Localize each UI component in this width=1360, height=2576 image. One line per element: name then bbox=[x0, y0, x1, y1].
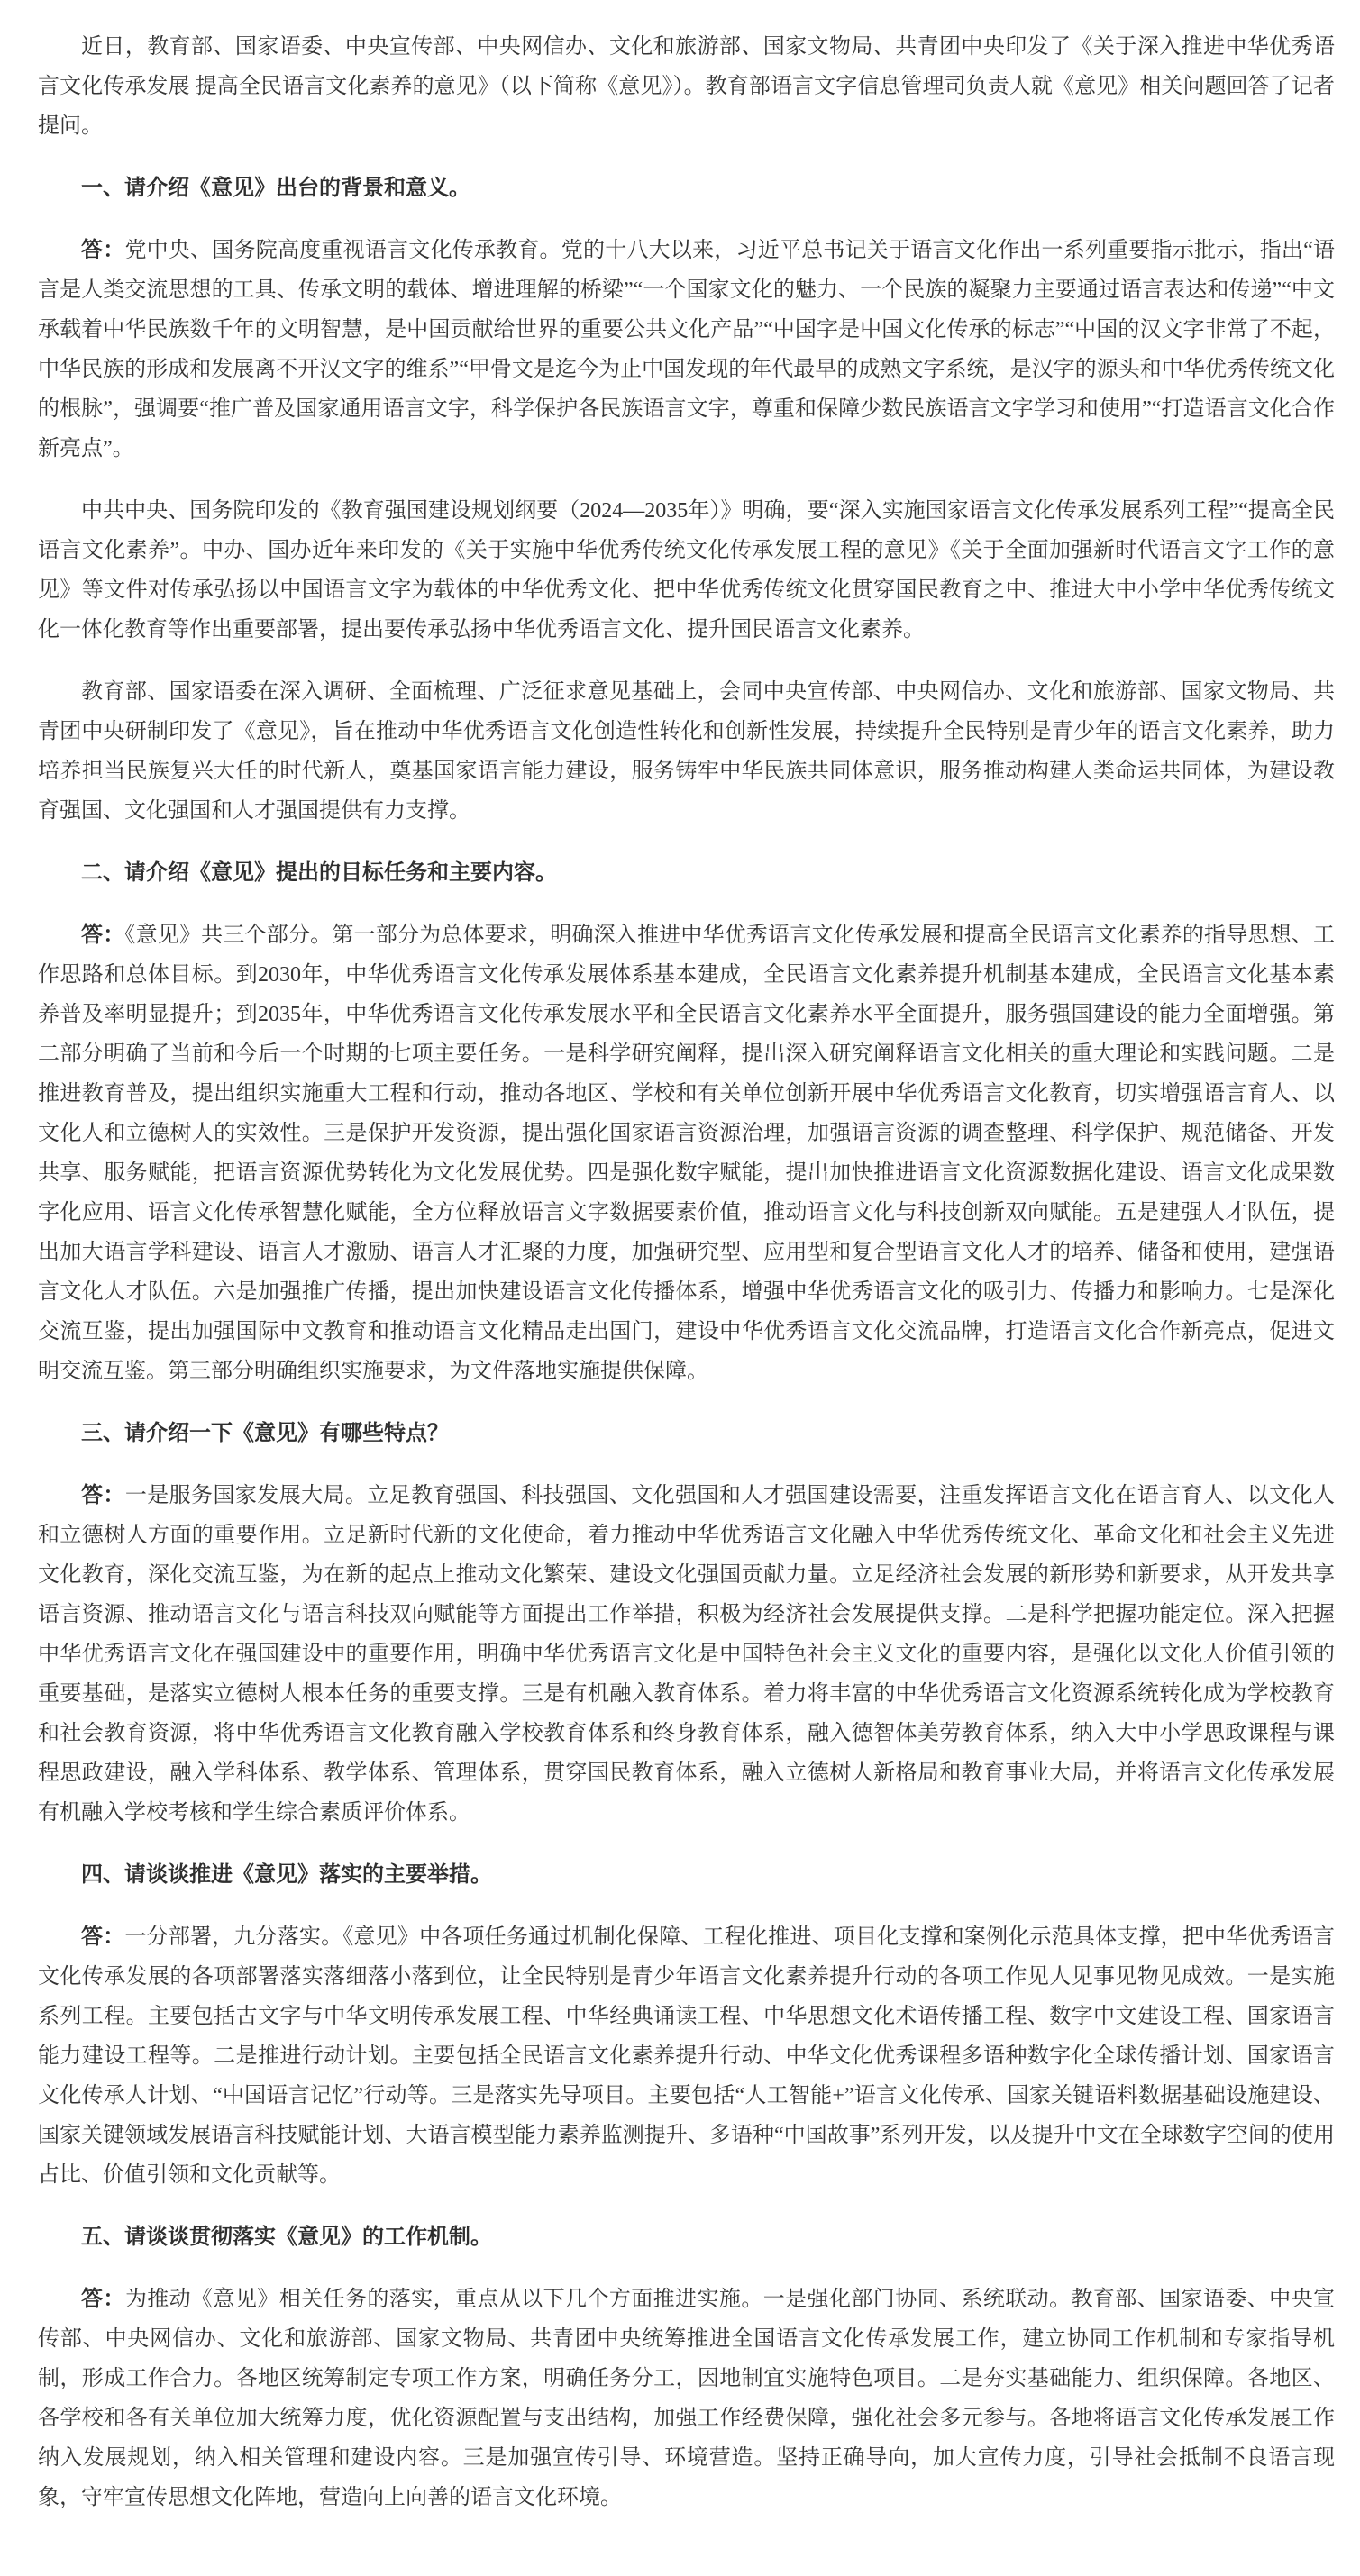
answer-paragraph bbox=[38, 672, 1335, 831]
answer-paragraph bbox=[38, 2280, 1335, 2517]
question-heading bbox=[38, 2217, 1335, 2257]
article-content bbox=[38, 27, 1335, 2517]
question-heading bbox=[38, 168, 1335, 208]
answer-prefix: 答： bbox=[81, 1925, 125, 1949]
answer-prefix: 答： bbox=[81, 2288, 125, 2311]
block-text: 二、请介绍《意见》提出的目标任务和主要内容。 bbox=[81, 861, 557, 885]
answer-paragraph bbox=[38, 1476, 1335, 1833]
answer-prefix: 答： bbox=[81, 924, 125, 947]
answer-paragraph bbox=[38, 491, 1335, 650]
block-text: 一、请介绍《意见》出台的背景和意义。 bbox=[81, 177, 470, 200]
block-text: 四、请谈谈推进《意见》落实的主要举措。 bbox=[81, 1863, 492, 1887]
answer-prefix: 答： bbox=[81, 1484, 125, 1507]
block-text: 三、请介绍一下《意见》有哪些特点？ bbox=[81, 1422, 449, 1445]
question-heading bbox=[38, 853, 1335, 893]
answer-prefix: 答： bbox=[81, 239, 125, 262]
intro-paragraph bbox=[38, 27, 1335, 146]
block-text: 五、请谈谈贯彻落实《意见》的工作机制。 bbox=[81, 2226, 492, 2249]
answer-paragraph bbox=[38, 231, 1335, 469]
block-text: 一分部署，九分落实。《意见》中各项任务通过机制化保障、工程化推进、项目化支撑和案例化示范具体支撑，把中华优秀语言文化传承发展的各项部署落实落细落小落到位，让全民特别是青少年语言文化素养提升行动的各项工作见人见事见物见成效。一是实施系列工程。主要包括古文字与中华文明传承发展工程、中华经典诵读工程、中华思想文化术语传播工程、数字中文建设工程、国家语言能力建设工程等。二是推进行动计划。主要包括全民语言文化素养提升行动、中华文化优秀课程多语种数字化全球传播计划、国家语言文化传承人计划、“中国语言记忆”行动等。三是落实先导项目。主要包括“人工智能+”语言文化传承、国家关键语料数据基础设施建设、国家关键领域发展语言科技赋能计划、大语言模型能力素养监测提升、多语种“中国故事”系列开发，以及提升中文在全球数字空间的使用占比、价值引领和文化贡献等。 bbox=[38, 1925, 1336, 2187]
question-heading bbox=[38, 1855, 1335, 1895]
block-text: 为推动《意见》相关任务的落实，重点从以下几个方面推进实施。一是强化部门协同、系统联动。教育部、国家语委、中央宣传部、中央网信办、文化和旅游部、国家文物局、共青团中央统筹推进全国语言文化传承发展工作，建立协同工作机制和专家指导机制，形成工作合力。各地区统筹制定专项工作方案，明确任务分工，因地制宜实施特色项目。二是夯实基础能力、组织保障。各地区、各学校和各有关单位加大统筹力度，优化资源配置与支出结构，加强工作经费保障，强化社会多元参与。各地将语言文化传承发展工作纳入发展规划，纳入相关管理和建设内容。三是加强宣传引导、环境营造。坚持正确导向，加大宣传力度，引导社会抵制不良语言现象，守牢宣传思想文化阵地，营造向上向善的语言文化环境。 bbox=[38, 2288, 1336, 2509]
question-heading bbox=[38, 1414, 1335, 1453]
answer-paragraph bbox=[38, 915, 1335, 1391]
block-text: 近日，教育部、国家语委、中央宣传部、中央网信办、文化和旅游部、国家文物局、共青团中央印发了《关于深入推进中华优秀语言文化传承发展 提高全民语言文化素养的意见》（以下简称《意见》）。教育部语言文字信息管理司负责人就《意见》相关问题回答了记者提问。 bbox=[38, 35, 1335, 138]
block-text: 党中央、国务院高度重视语言文化传承教育。党的十八大以来，习近平总书记关于语言文化作出一系列重要指示批示，指出“语言是人类交流思想的工具、传承文明的载体、增进理解的桥梁”“一个国家文化的魅力、一个民族的凝聚力主要通过语言表达和传递”“中文承载着中华民族数千年的文明智慧，是中国贡献给世界的重要公共文化产品”“中国字是中国文化传承的标志”“中国的汉文字非常了不起，中华民族的形成和发展离不开汉文字的维系”“甲骨文是迄今为止中国发现的年代最早的成熟文字系统，是汉字的源头和中华优秀传统文化的根脉”，强调要“推广普及国家通用语言文字，科学保护各民族语言文字，尊重和保障少数民族语言文字学习和使用”“打造语言文化合作新亮点”。 bbox=[38, 239, 1335, 460]
block-text: 中共中央、国务院印发的《教育强国建设规划纲要（2024—2035年）》明确，要“深入实施国家语言文化传承发展系列工程”“提高全民语言文化素养”。中办、国办近年来印发的《关于实施中华优秀传统文化传承发展工程的意见》《关于全面加强新时代语言文字工作的意见》等文件对传承弘扬以中国语言文字为载体的中华优秀文化、把中华优秀传统文化贯穿国民教育之中、推进大中小学中华优秀传统文化一体化教育等作出重要部署，提出要传承弘扬中华优秀语言文化、提升国民语言文化素养。 bbox=[38, 499, 1335, 642]
answer-paragraph bbox=[38, 1917, 1335, 2195]
block-text: 《意见》共三个部分。第一部分为总体要求，明确深入推进中华优秀语言文化传承发展和提高全民语言文化素养的指导思想、工作思路和总体目标。到2030年，中华优秀语言文化传承发展体系基本建成，全民语言文化素养提升机制基本建成，全民语言文化基本素养普及率明显提升；到2035年，中华优秀语言文化传承发展水平和全民语言文化素养水平全面提升，服务强国建设的能力全面增强。第二部分明确了当前和今后一个时期的七项主要任务。一是科学研究阐释，提出深入研究阐释语言文化相关的重大理论和实践问题。二是推进教育普及，提出组织实施重大工程和行动，推动各地区、学校和有关单位创新开展中华优秀语言文化教育，切实增强语言育人、以文化人和立德树人的实效性。三是保护开发资源，提出强化国家语言资源治理，加强语言资源的调查整理、科学保护、规范储备、开发共享、服务赋能，把语言资源优势转化为文化发展优势。四是强化数字赋能，提出加快推进语言文化资源数据化建设、语言文化成果数字化应用、语言文化传承智慧化赋能，全方位释放语言文字数据要素价值，推动语言文化与科技创新双向赋能。五是建强人才队伍，提出加大语言学科建设、语言人才激励、语言人才汇聚的力度，加强研究型、应用型和复合型语言文化人才的培养、储备和使用，建强语言文化人才队伍。六是加强推广传播，提出加快建设语言文化传播体系，增强中华优秀语言文化的吸引力、传播力和影响力。七是深化交流互鉴，提出加强国际中文教育和推动语言文化精品走出国门，建设中华优秀语言文化交流品牌，打造语言文化合作新亮点，促进文明交流互鉴。第三部分明确组织实施要求，为文件落地实施提供保障。 bbox=[38, 924, 1336, 1383]
block-text: 一是服务国家发展大局。立足教育强国、科技强国、文化强国和人才强国建设需要，注重发挥语言文化在语言育人、以文化人和立德树人方面的重要作用。立足新时代新的文化使命，着力推动中华优秀语言文化融入中华优秀传统文化、革命文化和社会主义先进文化教育，深化交流互鉴，为在新的起点上推动文化繁荣、建设文化强国贡献力量。立足经济社会发展的新形势和新要求，从开发共享语言资源、推动语言文化与语言科技双向赋能等方面提出工作举措，积极为经济社会发展提供支撑。二是科学把握功能定位。深入把握中华优秀语言文化在强国建设中的重要作用，明确中华优秀语言文化是中国特色社会主义文化的重要内容，是强化以文化人价值引领的重要基础，是落实立德树人根本任务的重要支撑。三是有机融入教育体系。着力将丰富的中华优秀语言文化资源系统转化成为学校教育和社会教育资源，将中华优秀语言文化教育融入学校教育体系和终身教育体系，融入德智体美劳教育体系，纳入大中小学思政课程与课程思政建设，融入学科体系、教学体系、管理体系，贯穿国民教育体系，融入立德树人新格局和教育事业大局，并将语言文化传承发展有机融入学校考核和学生综合素质评价体系。 bbox=[38, 1484, 1336, 1825]
block-text: 教育部、国家语委在深入调研、全面梳理、广泛征求意见基础上，会同中央宣传部、中央网信办、文化和旅游部、国家文物局、共青团中央研制印发了《意见》，旨在推动中华优秀语言文化创造性转化和创新性发展，持续提升全民特别是青少年的语言文化素养，助力培养担当民族复兴大任的时代新人，奠基国家语言能力建设，服务铸牢中华民族共同体意识，服务推动构建人类命运共同体，为建设教育强国、文化强国和人才强国提供有力支撑。 bbox=[38, 680, 1335, 823]
